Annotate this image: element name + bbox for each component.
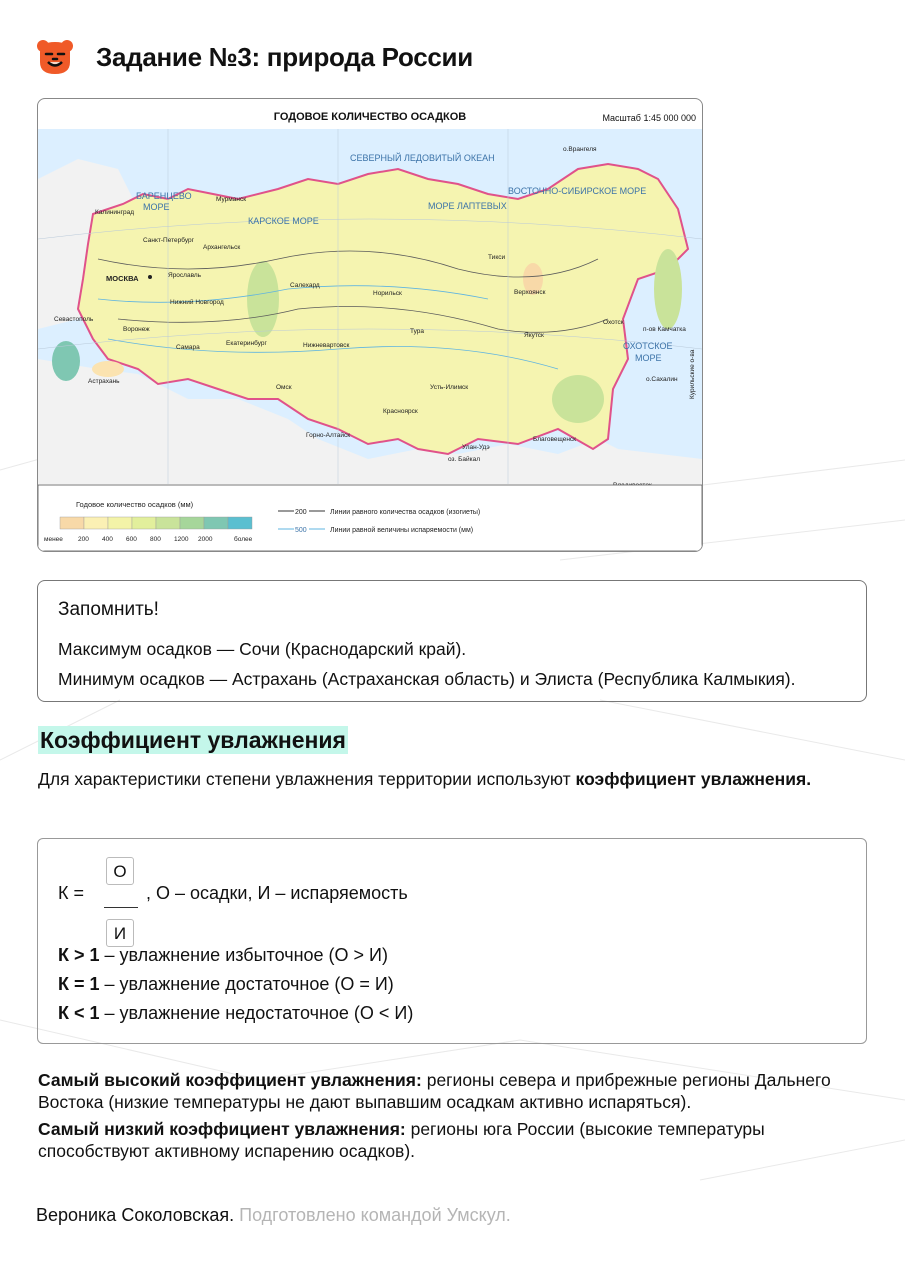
city-st-petersburg: Санкт-Петербург <box>143 237 194 244</box>
label-barents-sea: БАРЕНЦЕВО <box>136 191 192 201</box>
city-murmansk: Мурманск <box>216 196 247 203</box>
map-scale: Масштаб 1:45 000 000 <box>602 113 696 123</box>
evaporation-legend-label: Линии равной величины испаряемости (мм) <box>330 527 474 534</box>
legend-swatch <box>60 517 84 529</box>
formula-k: К = <box>58 883 84 903</box>
city-verkhoyansk: Верхоянск <box>514 289 546 296</box>
remember-box <box>37 580 867 702</box>
city-samara: Самара <box>176 344 200 351</box>
footer-team: Подготовлено командой Умскул. <box>234 1205 511 1225</box>
isohyet-legend-value: 200 <box>295 509 307 516</box>
city-moscow: МОСКВА <box>106 274 139 283</box>
rule-excess: К > 1 – увлажнение избыточное (О > И) <box>58 945 388 965</box>
city-okhotsk: Охотск <box>603 319 624 326</box>
wet-zone-kamchatka <box>654 249 682 329</box>
legend-swatch <box>180 517 204 529</box>
dry-zone-astrakhan <box>92 361 124 377</box>
city-krasnoyarsk: Красноярск <box>383 408 418 415</box>
legend-tick-label: 400 <box>102 536 113 543</box>
legend-tick-label: 200 <box>78 536 89 543</box>
evaporation-legend-value: 500 <box>295 527 307 534</box>
section-intro <box>38 768 868 790</box>
formula-fraction <box>104 855 138 943</box>
city-astrakhan: Астрахань <box>88 378 120 385</box>
fraction-denominator: И <box>106 919 134 947</box>
formula-description: , О – осадки, И – испаряемость <box>146 883 408 903</box>
wet-zone-urals <box>247 261 279 337</box>
city-kaliningrad: Калининград <box>95 209 135 216</box>
label-sakhalin: о.Сахалин <box>646 376 678 383</box>
precipitation-map <box>37 98 703 552</box>
intro-term: коэффициент увлажнения. <box>575 769 812 789</box>
label-kamchatka: п-ов Камчатка <box>643 326 686 333</box>
label-east-siberian-sea: ВОСТОЧНО-СИБИРСКОЕ МОРЕ <box>508 186 647 196</box>
city-yaroslavl: Ярославль <box>168 272 202 279</box>
legend-swatch <box>204 517 228 529</box>
label-wrangel: о.Врангеля <box>563 146 597 153</box>
legend-swatches <box>60 517 252 529</box>
city-nizhnevartovsk: Нижневартовск <box>303 342 350 349</box>
map-canvas <box>38 99 702 551</box>
section-title: Коэффициент увлажнения <box>40 727 346 753</box>
footer <box>36 1205 511 1226</box>
legend-swatch <box>132 517 156 529</box>
city-sevastopol: Севастополь <box>54 316 94 323</box>
rule-sufficient: К = 1 – увлажнение достаточное (О = И) <box>58 974 394 994</box>
label-barents-sea-2: МОРЕ <box>143 202 170 212</box>
city-ulan-ude: Улан-Удэ <box>462 444 490 451</box>
isohyet-legend-label: Линии равного количества осадков (изогиеты) <box>330 509 481 516</box>
legend-title: Годовое количество осадков (мм) <box>76 500 194 509</box>
legend-tick-label: 600 <box>126 536 137 543</box>
label-laptev-sea: МОРЕ ЛАПТЕВЫХ <box>428 201 507 211</box>
intro-text: Для характеристики степени увлажнения территории используют <box>38 769 576 789</box>
label-kara-sea: КАРСКОЕ МОРЕ <box>248 216 319 226</box>
formula-box <box>37 838 867 1044</box>
fraction-bar <box>104 907 138 908</box>
label-baikal: оз. Байкал <box>448 456 481 463</box>
rule-insufficient: К < 1 – увлажнение недостаточное (О < И) <box>58 1003 414 1023</box>
remember-line-min: Минимум осадков — Астрахань (Астраханская область) и Элиста (Республика Калмыкия). <box>58 669 796 689</box>
page-title: Задание №3: природа России <box>96 41 473 72</box>
legend-tick-label: более <box>234 536 253 543</box>
bear-logo-icon <box>36 38 74 76</box>
city-tura: Тура <box>410 328 425 335</box>
remember-line-max: Максимум осадков — Сочи (Краснодарский край). <box>58 639 467 659</box>
label-arctic-ocean: СЕВЕРНЫЙ ЛЕДОВИТЫЙ ОКЕАН <box>350 153 495 163</box>
city-ust-ilimsk: Усть-Илимск <box>430 384 469 391</box>
legend-swatch <box>228 517 252 529</box>
city-yakutsk: Якутск <box>524 332 544 339</box>
fraction-numerator: О <box>106 857 134 885</box>
label-okhotsk-sea-2: МОРЕ <box>635 353 662 363</box>
city-arkhangelsk: Архангельск <box>203 244 241 251</box>
legend-tick-label: 2000 <box>198 536 213 543</box>
wet-zone-far-east <box>552 375 604 423</box>
remember-title: Запомнить! <box>58 599 159 620</box>
legend-tick-label: 1200 <box>174 536 189 543</box>
fact-lowest: Самый низкий коэффициент увлажнения: регионы юга России (высокие температуры способствуют активному испарению осадков). <box>38 1119 765 1161</box>
legend-swatch <box>108 517 132 529</box>
city-blagoveshchensk: Благовещенск <box>533 436 577 443</box>
fact-highest: Самый высокий коэффициент увлажнения: регионы севера и прибрежные регионы Дальнего Востока (низкие температуры не дают выпавшим осадкам активно испаряться). <box>38 1070 831 1112</box>
label-okhotsk-sea: ОХОТСКОЕ <box>623 341 673 351</box>
legend-swatch <box>84 517 108 529</box>
city-gorno-altaysk: Горно-Алтайск <box>306 432 351 439</box>
page-header <box>36 38 473 76</box>
city-nizhny-novgorod: Нижний Новгород <box>170 299 224 306</box>
legend-swatch <box>156 517 180 529</box>
map-title: ГОДОВОЕ КОЛИЧЕСТВО ОСАДКОВ <box>273 111 467 123</box>
city-voronezh: Воронеж <box>123 326 150 333</box>
city-tiksi: Тикси <box>488 254 506 261</box>
city-omsk: Омск <box>276 384 292 391</box>
legend-tick-label: 800 <box>150 536 161 543</box>
city-salekhard: Салехард <box>290 282 320 289</box>
city-yekaterinburg: Екатеринбург <box>226 340 267 347</box>
label-kuril: Курильские о-ва <box>689 349 696 399</box>
footer-author: Вероника Соколовская. <box>36 1205 235 1225</box>
city-norilsk: Норильск <box>373 290 402 297</box>
legend-tick-label: менее <box>44 536 63 543</box>
